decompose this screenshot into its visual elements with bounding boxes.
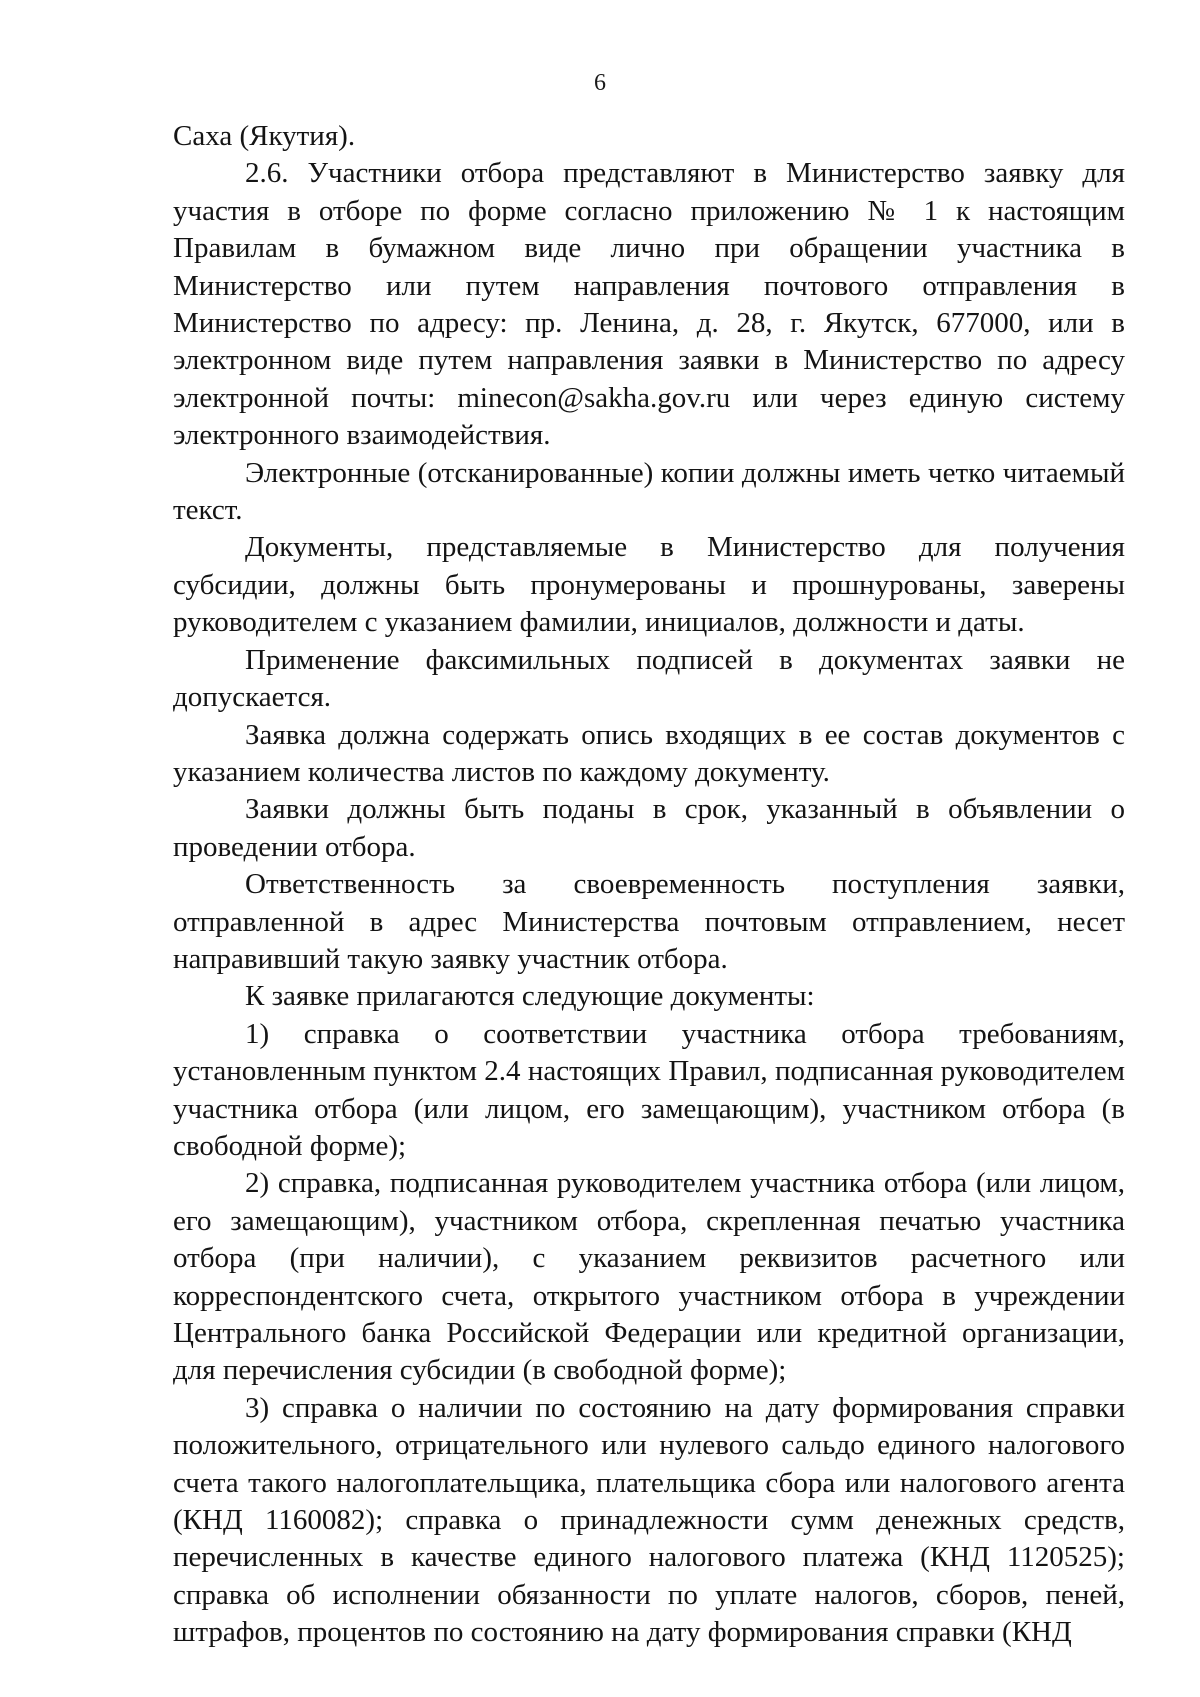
paragraph-scanned-copies: Электронные (отсканированные) копии должны иметь четко читаемый текст.	[173, 456, 1125, 527]
page-number: 6	[594, 70, 606, 96]
paragraph-continuation: Саха (Якутия).	[173, 120, 356, 152]
document-body	[173, 118, 1125, 1652]
paragraph-documents-requirements: Документы, представляемые в Министерство для получения субсидии, должны быть пронумерованы и прошнурованы, заверены руководителем с указанием фамилии, инициалов, должности и даты.	[173, 531, 1125, 639]
list-item-3: 3) справка о наличии по состоянию на дату формирования справки положительного, отрицательного или нулевого сальдо единого налогового счета такого налогоплательщика, плательщика сбора или налогового агента (КНД 1160082); справка о принадлежности сумм денежных средств, перечисленных в качестве единого налогового платежа (КНД 1120525); справка об исполнении обязанности по уплате налогов, сборов, пеней, штрафов, процентов по состоянию на дату формирования справки (КНД	[173, 1391, 1125, 1649]
paragraph-responsibility: Ответственность за своевременность поступления заявки, отправленной в адрес Министерства почтовым отправлением, несет направивший такую заявку участник отбора.	[173, 868, 1125, 975]
paragraph-deadline: Заявки должны быть поданы в срок, указанный в объявлении о проведении отбора.	[173, 793, 1125, 863]
paragraph-inventory: Заявка должна содержать опись входящих в ее состав документов с указанием количества листов по каждому документу.	[173, 718, 1125, 788]
paragraph-section-2-6: 2.6. Участники отбора представляют в Министерство заявку для участия в отборе по форме согласно приложению № 1 к настоящим Правилам в бумажном виде лично при обращении участника в Министерство или путем направления почтового отправления в Министерство по адресу: пр. Ленина, д. 28, г. Якутск, 677000, или в электронном виде путем направления заявки в Министерство по адресу электронной почты: minecon@sakha.gov.ru или через единую систему электронного взаимодействия.	[173, 157, 1125, 452]
paragraph-attachments-intro: К заявке прилагаются следующие документы:	[245, 980, 815, 1013]
list-item-1: 1) справка о соответствии участника отбора требованиям, установленным пунктом 2.4 настоящих Правил, подписанная руководителем участника отбора (или лицом, его замещающим), участником отбора (в свободной форме);	[173, 1017, 1125, 1162]
paragraph-facsimile: Применение факсимильных подписей в документах заявки не допускается.	[173, 643, 1125, 714]
list-item-2: 2) справка, подписанная руководителем участника отбора (или лицом, его замещающим), участником отбора, скрепленная печатью участника отбора (при наличии), с указанием реквизитов расчетного или корреспондентского счета, открытого участником отбора в учреждении Центрального банка Российской Федерации или кредитной организации, для перечисления субсидии (в свободной форме);	[173, 1167, 1125, 1387]
